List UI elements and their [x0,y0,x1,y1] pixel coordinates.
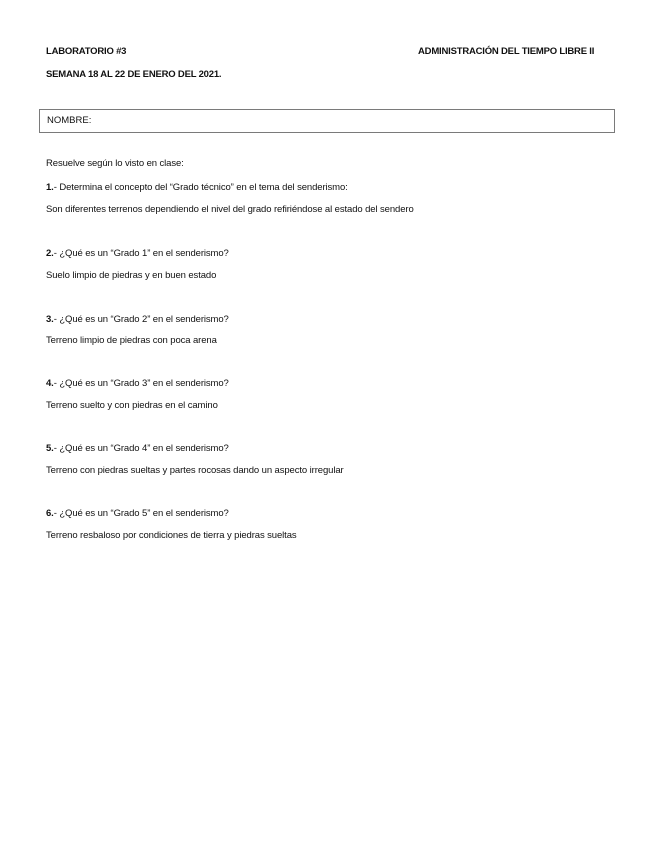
question-2 [46,248,229,259]
question-text: - ¿Qué es un “Grado 1” en el senderismo? [53,248,229,259]
course-title: ADMINISTRACIÓN DEL TIEMPO LIBRE II [418,46,595,57]
question-text: - Determina el concepto del “Grado técnico” en el tema del senderismo: [53,182,348,193]
question-text: - ¿Qué es un “Grado 3” en el senderismo? [53,378,229,389]
question-number: 1. [46,182,54,193]
name-field-box[interactable] [39,109,615,133]
question-text: - ¿Qué es un “Grado 4” en el senderismo? [53,443,229,454]
question-number: 3. [46,314,54,325]
question-4 [46,378,229,389]
question-number: 4. [46,378,54,389]
answer-2: Suelo limpio de piedras y en buen estado [46,270,217,281]
answer-4: Terreno suelto y con piedras en el camino [46,400,218,411]
question-text: - ¿Qué es un “Grado 5” en el senderismo? [53,508,229,519]
name-field-label: NOMBRE: [47,115,92,126]
answer-1: Son diferentes terrenos dependiendo el nivel del grado refiriéndose al estado del sendero [46,204,414,215]
question-5 [46,443,229,454]
question-6 [46,508,229,519]
lab-title: LABORATORIO #3 [46,46,127,57]
instructions: Resuelve según lo visto en clase: [46,158,184,169]
question-text: - ¿Qué es un “Grado 2” en el senderismo? [53,314,229,325]
week-dates: SEMANA 18 AL 22 DE ENERO DEL 2021. [46,69,222,80]
answer-6: Terreno resbaloso por condiciones de tierra y piedras sueltas [46,530,297,541]
question-number: 6. [46,508,54,519]
answer-5: Terreno con piedras sueltas y partes rocosas dando un aspecto irregular [46,465,344,476]
question-number: 5. [46,443,54,454]
question-3 [46,314,229,325]
answer-3: Terreno limpio de piedras con poca arena [46,335,217,346]
question-1 [46,182,348,193]
question-number: 2. [46,248,54,259]
